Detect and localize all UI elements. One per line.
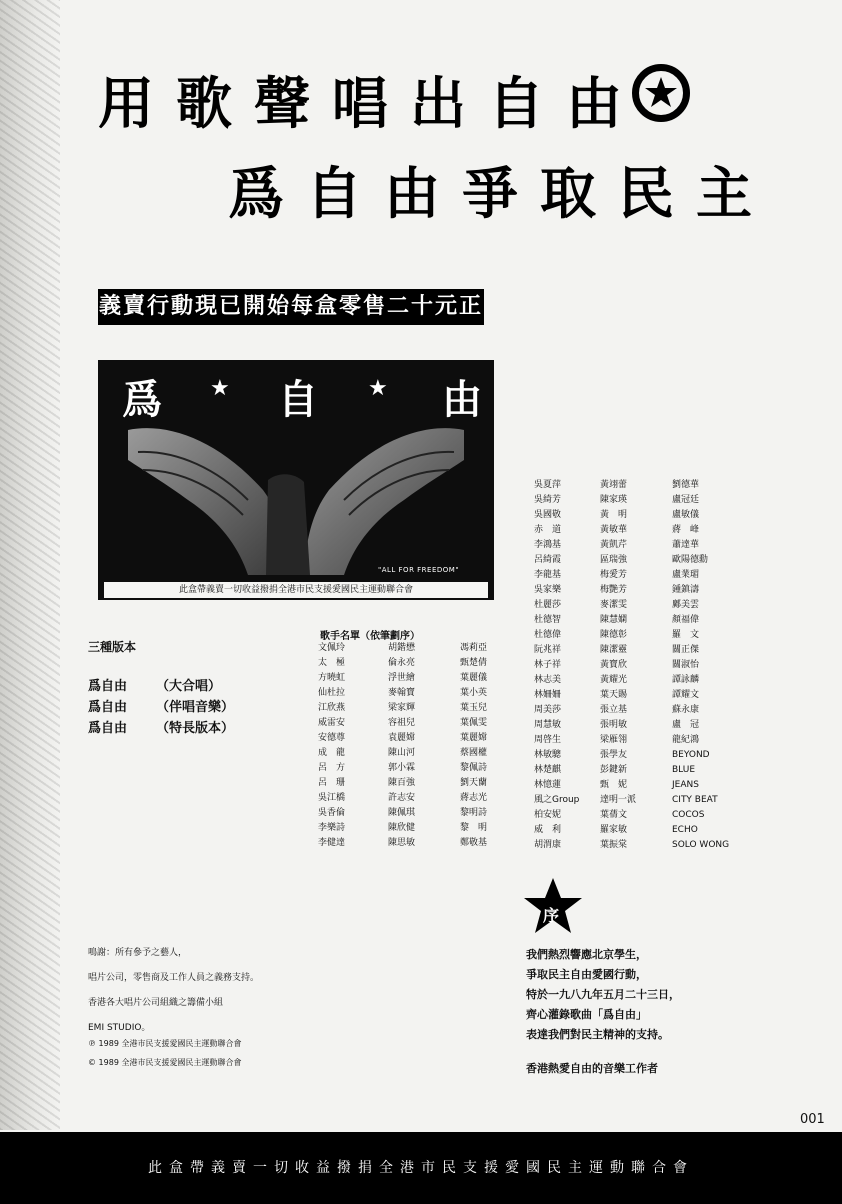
singer-name: 林憶蓮 xyxy=(534,780,562,790)
singer-name: 倫永亮 xyxy=(388,658,416,668)
singer-name: 彭鍵新 xyxy=(600,765,628,775)
singer-name: 成 龍 xyxy=(318,748,346,758)
singer-name: 鄺美雲 xyxy=(672,600,700,610)
singer-name: 盧 冠 xyxy=(672,720,700,730)
statement-line: 表達我們對民主精神的支持。 xyxy=(526,1028,669,1041)
singer-list-header: 歌手名單（依筆劃序） xyxy=(320,631,420,642)
singer-name: 陳慧嫻 xyxy=(600,615,628,625)
singer-name: 葉天賜 xyxy=(600,690,628,700)
singer-name: JEANS xyxy=(672,780,699,790)
singer-name: 黎佩詩 xyxy=(460,763,488,773)
singer-name: 陳潔靈 xyxy=(600,645,628,655)
singer-column-1 xyxy=(318,641,345,851)
singer-name: 陳家瑛 xyxy=(600,495,628,505)
singer-name: 馮莉亞 xyxy=(460,643,488,653)
singer-name: 杜德偉 xyxy=(534,630,562,640)
versions-list xyxy=(88,638,234,738)
photo-caption: 此盒帶義賣一切收益撥捐全港市民支援愛國民主運動聯合會 xyxy=(104,582,488,598)
singer-name: 梁雁翎 xyxy=(600,735,628,745)
singer-name: 阮兆祥 xyxy=(534,645,562,655)
singer-name: 關淑怡 xyxy=(672,660,700,670)
singer-name: 文佩玲 xyxy=(318,643,346,653)
statement-line: 爭取民主自由愛國行動， xyxy=(526,968,647,981)
singer-name: 劉天蘭 xyxy=(460,778,488,788)
statement-line: 我們熱烈響應北京學生， xyxy=(526,948,647,961)
singer-name: 仙杜拉 xyxy=(318,688,346,698)
singer-name: 盧業瑂 xyxy=(672,570,700,580)
singer-name: 黃寶欣 xyxy=(600,660,628,670)
photo-star-icon: ★ xyxy=(368,376,388,401)
singer-column-6 xyxy=(672,478,729,853)
singer-name: 張立基 xyxy=(600,705,628,715)
singer-name: 葉麗儀 xyxy=(460,673,488,683)
singer-name: 威雷安 xyxy=(318,718,346,728)
singer-name: 林姍姍 xyxy=(534,690,562,700)
singer-name: 麥翰寶 xyxy=(388,688,416,698)
singer-name: COCOS xyxy=(672,810,705,820)
singer-name: BEYOND xyxy=(672,750,710,760)
singer-name: 吳江橋 xyxy=(318,793,346,803)
preface-statement xyxy=(526,946,680,1046)
singer-name: 黃翊蕾 xyxy=(600,480,628,490)
singer-name: 江欣燕 xyxy=(318,703,346,713)
singer-name: 譚詠麟 xyxy=(672,675,700,685)
singer-name: BLUE xyxy=(672,765,696,775)
singer-name: 麥潔雯 xyxy=(600,600,628,610)
singer-name: 李龍基 xyxy=(534,570,562,580)
singer-name: 許志安 xyxy=(388,793,416,803)
singer-name: 呂 珊 xyxy=(318,778,346,788)
singer-name: 黃敏華 xyxy=(600,525,628,535)
singer-name: 梅愛芳 xyxy=(600,570,628,580)
singer-name: 張學友 xyxy=(600,750,628,760)
charity-sale-banner: 義賣行動現已開始每盒零售二十元正 xyxy=(98,289,484,325)
singer-name: 盧冠廷 xyxy=(672,495,700,505)
star-emblem-icon xyxy=(632,64,690,122)
singer-name: 蕭達華 xyxy=(672,540,700,550)
singer-name: 袁麗嫦 xyxy=(388,733,416,743)
copyright-notices xyxy=(88,1038,241,1076)
singer-column-3 xyxy=(460,641,487,851)
singer-name: 風之Group xyxy=(534,795,580,805)
singer-name: 黃凱芹 xyxy=(600,540,628,550)
footer-bar: 此盒帶義賣一切收益撥捐全港市民支援愛國民主運動聯合會 xyxy=(0,1132,842,1204)
singer-name: 蘇永康 xyxy=(672,705,700,715)
singer-name: 吳家樂 xyxy=(534,585,562,595)
singer-name: 葉麗嫦 xyxy=(460,733,488,743)
singer-name: 林子祥 xyxy=(534,660,562,670)
photo-title-char: 爲 xyxy=(122,377,162,423)
headline-line-1: 用歌聲唱出自由 xyxy=(98,72,644,137)
singer-name: 吳綺芳 xyxy=(534,495,562,505)
singer-name: CITY BEAT xyxy=(672,795,718,805)
singer-name: 陳欣健 xyxy=(388,823,416,833)
statement-line: 齊心灌錄歌曲「爲自由」 xyxy=(526,1008,647,1021)
version-title: 爲自由 xyxy=(88,700,128,715)
copyright-line: © 1989 全港市民支援愛國民主運動聯合會 xyxy=(88,1058,242,1067)
statement-line: 特於一九八九年五月二十三日， xyxy=(526,988,680,1001)
singer-name: 鄭敬基 xyxy=(460,838,488,848)
photo-title-char: 自 xyxy=(278,377,318,423)
singer-name: 達明一派 xyxy=(600,795,637,805)
singer-name: 蔣 峰 xyxy=(672,525,700,535)
singer-name: 吳香倫 xyxy=(318,808,346,818)
singer-name: 張明敏 xyxy=(600,720,628,730)
singer-name: 林志美 xyxy=(534,675,562,685)
ack-line: 香港各大唱片公司組織之籌備小組 xyxy=(88,998,224,1008)
singer-name: 梅艷芳 xyxy=(600,585,628,595)
singer-column-2 xyxy=(388,641,415,851)
singer-name: 龍紀鴻 xyxy=(672,735,700,745)
singer-name: 陳思敏 xyxy=(388,838,416,848)
version-item xyxy=(88,696,234,717)
singer-name: 吳國敬 xyxy=(534,510,562,520)
singer-name: 黎 明 xyxy=(460,823,488,833)
version-item xyxy=(88,675,234,696)
photo-star-icon: ★ xyxy=(210,376,230,401)
version-note: （特長版本） xyxy=(156,721,235,736)
version-note: （伴唱音樂） xyxy=(156,700,235,715)
singer-name: 胡渭康 xyxy=(534,840,562,850)
cover-photo xyxy=(98,360,494,600)
page-number: 001 xyxy=(800,1112,825,1127)
singer-name: 呂 方 xyxy=(318,763,346,773)
singer-name: 周美莎 xyxy=(534,705,562,715)
singer-name: 顏福偉 xyxy=(672,615,700,625)
singer-name: 葉玉兒 xyxy=(460,703,488,713)
photo-tagline: "ALL FOR FREEDOM" xyxy=(378,566,460,574)
singer-name: 盧敏儀 xyxy=(672,510,700,520)
singer-column-5 xyxy=(600,478,636,853)
version-title: 爲自由 xyxy=(88,679,128,694)
singer-name: 黃耀光 xyxy=(600,675,628,685)
singer-name: 歐陽德勳 xyxy=(672,555,709,565)
singer-name: 葉小英 xyxy=(460,688,488,698)
photo-title-char: 由 xyxy=(442,377,482,423)
singer-name: 區瑞強 xyxy=(600,555,628,565)
singer-name: 葉振棠 xyxy=(600,840,628,850)
singer-name: 安德尊 xyxy=(318,733,346,743)
version-title: 爲自由 xyxy=(88,721,128,736)
singer-name: 陳山河 xyxy=(388,748,416,758)
singer-name: 陳百強 xyxy=(388,778,416,788)
singer-name: 方曉虹 xyxy=(318,673,346,683)
singer-name: 葉佩雯 xyxy=(460,718,488,728)
singer-name: 梁家輝 xyxy=(388,703,416,713)
singer-name: 容祖兒 xyxy=(388,718,416,728)
singer-name: 杜麗莎 xyxy=(534,600,562,610)
singer-name: 葉蒨文 xyxy=(600,810,628,820)
singer-name: ECHO xyxy=(672,825,698,835)
singer-name: 李樂詩 xyxy=(318,823,346,833)
singer-name: 劉德華 xyxy=(672,480,700,490)
singer-name: 鍾鎮濤 xyxy=(672,585,700,595)
singer-name: 郭小霖 xyxy=(388,763,416,773)
singer-name: SOLO WONG xyxy=(672,840,730,850)
singer-name: 周慧敏 xyxy=(534,720,562,730)
singer-name: 黃 明 xyxy=(600,510,628,520)
singer-name: 胡鍇懋 xyxy=(388,643,416,653)
singer-name: 周啓生 xyxy=(534,735,562,745)
singer-name: 林楚麒 xyxy=(534,765,562,775)
singer-name: 蔡國權 xyxy=(460,748,488,758)
singer-name: 羅 文 xyxy=(672,630,700,640)
singer-name: 赤 道 xyxy=(534,525,562,535)
preface-label: 序 xyxy=(543,906,560,925)
singer-name: 甄 妮 xyxy=(600,780,628,790)
ack-line: 鳴謝：所有參予之藝人， xyxy=(88,948,188,958)
singer-name: 譚耀文 xyxy=(672,690,700,700)
singer-name: 浮世繪 xyxy=(388,673,416,683)
version-note: （大合唱） xyxy=(156,679,222,694)
singer-name: 關正傑 xyxy=(672,645,700,655)
singer-name: 吳夏萍 xyxy=(534,480,562,490)
singer-name: 陳佩琪 xyxy=(388,808,416,818)
singer-name: 李鴻基 xyxy=(534,540,562,550)
singer-name: 呂綺霞 xyxy=(534,555,562,565)
scanned-edge-shadow xyxy=(0,0,60,1130)
copyright-line: ℗ 1989 全港市民支援愛國民主運動聯合會 xyxy=(88,1039,242,1048)
singer-name: 林敏驄 xyxy=(534,750,562,760)
singer-name: 李健達 xyxy=(318,838,346,848)
singer-name: 杜德智 xyxy=(534,615,562,625)
ack-line: 唱片公司，零售商及工作人員之義務支持。 xyxy=(88,973,260,983)
singer-name: 陳德彰 xyxy=(600,630,628,640)
singer-name: 威 利 xyxy=(534,825,562,835)
singer-name: 蔣志光 xyxy=(460,793,488,803)
ack-line: EMI STUDIO。 xyxy=(88,1023,151,1033)
acknowledgements xyxy=(88,945,259,1045)
singer-name: 黎明詩 xyxy=(460,808,488,818)
singer-column-4 xyxy=(534,478,579,853)
statement-signoff: 香港熱愛自由的音樂工作者 xyxy=(526,1062,658,1075)
singer-name: 甄楚倩 xyxy=(460,658,488,668)
singer-name: 太 極 xyxy=(318,658,346,668)
singer-name: 柏安妮 xyxy=(534,810,562,820)
version-item xyxy=(88,717,234,738)
singer-name: 羅家敏 xyxy=(600,825,628,835)
headline-line-2: 爲自由爭取民主 xyxy=(228,162,774,227)
versions-title: 三種版本 xyxy=(88,640,137,654)
